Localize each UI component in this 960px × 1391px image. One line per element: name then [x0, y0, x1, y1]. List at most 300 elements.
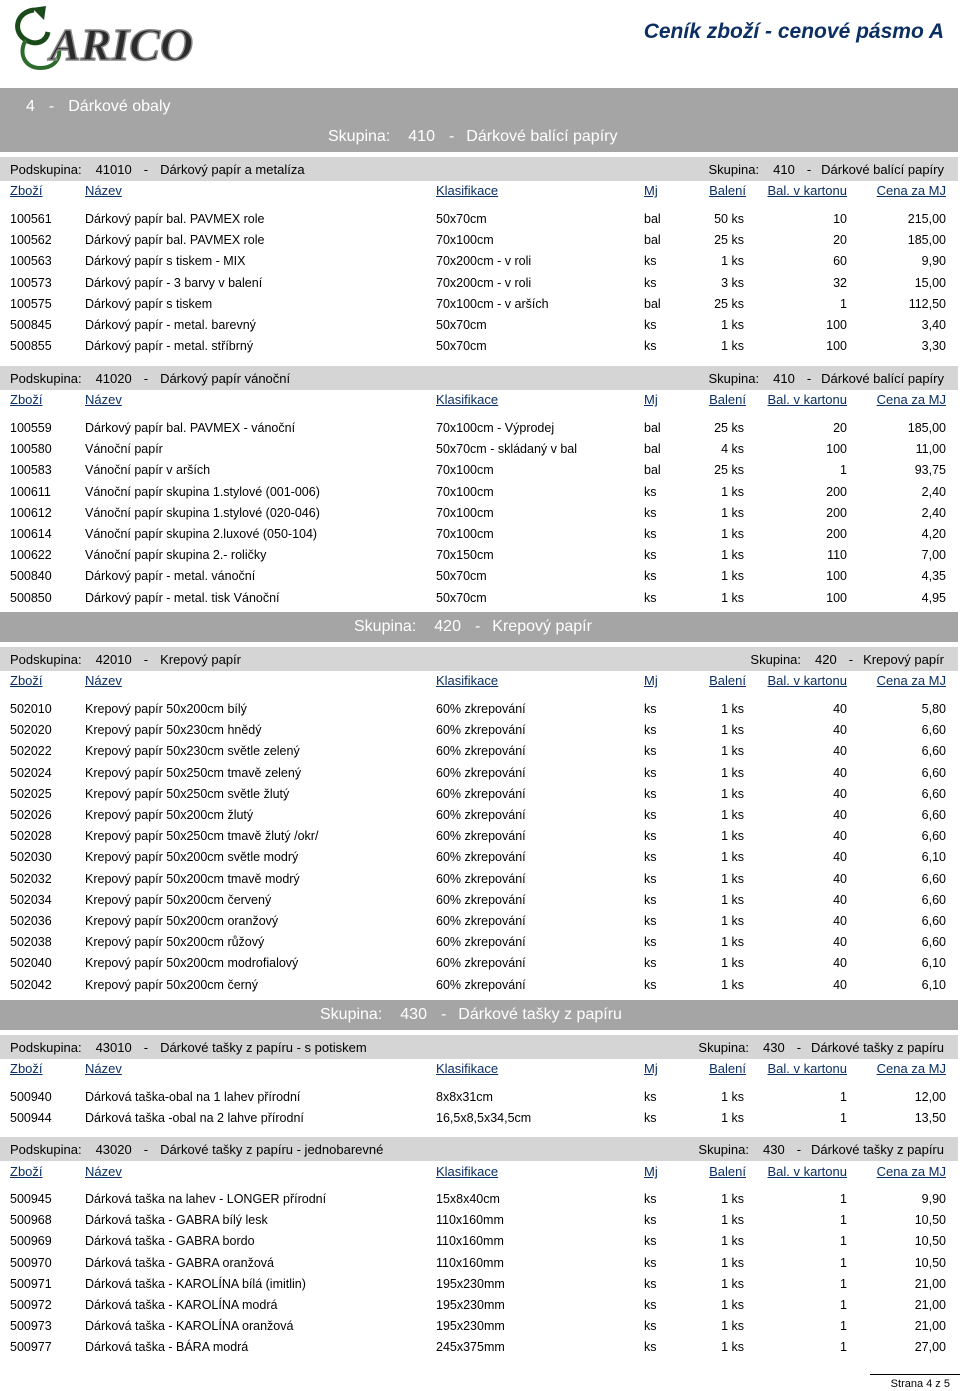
cell-name: Dárkový papír - metal. tisk Vánoční — [85, 590, 280, 605]
cell-code: 502020 — [10, 723, 52, 738]
column-header-cena: Cena za MJ — [876, 1164, 946, 1179]
cell-name: Krepový papír 50x200cm světle modrý — [85, 850, 299, 865]
cell-bal: 25 ks — [714, 233, 744, 248]
cell-mj: ks — [644, 723, 657, 738]
cell-klas: 60% zkrepování — [436, 892, 526, 907]
subgroup-name: Dárkové tašky z papíru - s potiskem — [160, 1040, 367, 1055]
cell-name: Krepový papír 50x200cm červený — [85, 892, 272, 907]
cell-mj: bal — [644, 421, 661, 435]
cell-cena: 27,00 — [914, 1340, 946, 1355]
cell-klas: 70x100cm — [436, 233, 494, 248]
subgroup-code: 41020 — [95, 371, 132, 386]
cell-klas: 70x200cm - v roli — [436, 254, 532, 269]
cell-code: 500972 — [10, 1298, 52, 1312]
cell-bal: 25 ks — [714, 463, 744, 478]
cell-klas: 195x230mm — [436, 1298, 505, 1312]
cell-klas: 60% zkrepování — [436, 829, 526, 844]
table-row — [0, 978, 958, 999]
cell-mj: ks — [644, 1111, 657, 1126]
cell-kart: 40 — [833, 744, 847, 759]
cell-code: 502030 — [10, 850, 52, 865]
cell-kart: 40 — [833, 765, 847, 780]
cell-cena: 21,00 — [914, 1298, 946, 1312]
cell-klas: 60% zkrepování — [436, 956, 526, 971]
cell-cena: 10,50 — [914, 1213, 946, 1228]
cell-cena: 12,00 — [914, 1090, 946, 1104]
column-header-kart: Bal. v kartonu — [767, 673, 847, 688]
cell-code: 100611 — [10, 484, 51, 499]
table-row — [0, 1277, 958, 1298]
cell-kart: 100 — [826, 339, 847, 354]
group-title-410: Skupina: 410 - Dárkové balící papíry — [328, 128, 618, 145]
cell-bal: 1 ks — [721, 569, 744, 584]
cell-mj: ks — [644, 850, 657, 865]
group-ref-dash: - — [796, 1142, 802, 1157]
table-row — [0, 1213, 958, 1234]
cell-kart: 40 — [833, 914, 847, 928]
cell-code: 100583 — [10, 463, 52, 478]
column-header-klas: Klasifikace — [436, 673, 499, 688]
cell-klas: 50x70cm — [436, 318, 487, 332]
table-row — [0, 569, 958, 590]
group-code: 430 — [400, 1006, 427, 1023]
cell-bal: 3 ks — [721, 275, 744, 290]
cell-mj: bal — [644, 296, 661, 311]
footer-rule — [870, 1374, 960, 1375]
subgroup-label: Podskupina: — [10, 1142, 82, 1157]
group-ref-label: Skupina: — [698, 1040, 749, 1055]
cell-kart: 1 — [840, 463, 847, 478]
cell-bal: 1 ks — [721, 765, 744, 780]
subgroup-group-ref — [750, 652, 944, 667]
cell-name: Krepový papír 50x250cm světle žlutý — [85, 786, 290, 801]
cell-bal: 1 ks — [721, 723, 744, 738]
group-ref-dash: - — [848, 652, 854, 667]
cell-name: Dárková taška na lahev - LONGER přírodní — [85, 1192, 327, 1206]
cell-cena: 6,10 — [921, 977, 946, 992]
cell-name: Vánoční papír skupina 2.- roličky — [85, 548, 267, 563]
cell-bal: 1 ks — [721, 548, 744, 563]
cell-code: 500977 — [10, 1340, 52, 1355]
cell-kart: 20 — [833, 421, 847, 435]
cell-cena: 6,60 — [921, 914, 946, 928]
cell-name: Vánoční papír skupina 1.stylové (001-006) — [85, 484, 320, 499]
subgroup-name: Dárkový papír a metalíza — [160, 162, 305, 177]
cell-name: Dárková taška - BÁRA modrá — [85, 1340, 249, 1355]
cell-mj: ks — [644, 977, 657, 992]
cell-code: 100561 — [10, 212, 52, 226]
subgroup-band — [0, 366, 958, 390]
cell-bal: 1 ks — [721, 914, 744, 928]
cell-name: Krepový papír 50x230cm hnědý — [85, 723, 262, 738]
cell-name: Vánoční papír — [85, 442, 163, 457]
cell-bal: 50 ks — [714, 212, 744, 226]
cell-kart: 100 — [826, 318, 847, 332]
cell-bal: 1 ks — [721, 935, 744, 950]
table-row — [0, 702, 958, 723]
subgroup-dash: - — [143, 652, 149, 667]
column-header-row — [0, 392, 958, 411]
cell-cena: 2,40 — [921, 484, 946, 499]
table-row — [0, 1090, 958, 1111]
column-header-klas: Klasifikace — [436, 1061, 499, 1076]
cell-cena: 2,40 — [921, 505, 946, 520]
cell-bal: 1 ks — [721, 527, 744, 541]
table-row — [0, 956, 958, 977]
cell-bal: 25 ks — [714, 421, 744, 435]
document-title: Ceník zboží - cenové pásmo A — [643, 20, 944, 43]
subgroup-dash: - — [143, 371, 149, 386]
cell-mj: ks — [644, 935, 657, 950]
column-header-mj: Mj — [644, 392, 658, 407]
column-header-mj: Mj — [644, 1061, 658, 1076]
cell-name: Vánoční papír v arších — [85, 463, 211, 478]
subgroup-code: 43020 — [95, 1142, 132, 1157]
cell-name: Dárková taška-obal na 1 lahev přírodní — [85, 1090, 301, 1104]
cell-code: 502042 — [10, 977, 52, 992]
cell-kart: 1 — [840, 1276, 847, 1291]
subgroup-code: 41010 — [95, 162, 132, 177]
cell-kart: 40 — [833, 935, 847, 950]
table-row — [0, 723, 958, 744]
column-header-row — [0, 1164, 958, 1183]
cell-mj: ks — [644, 808, 657, 822]
cell-code: 100612 — [10, 505, 52, 520]
cell-code: 500845 — [10, 318, 52, 332]
cell-bal: 1 ks — [721, 786, 744, 801]
cell-klas: 110x160mm — [436, 1255, 504, 1270]
subgroup-name: Krepový papír — [160, 652, 241, 667]
group-label: Skupina: — [320, 1006, 383, 1023]
table-row — [0, 829, 958, 850]
cell-cena: 13,50 — [914, 1111, 946, 1126]
group-ref-code: 420 — [815, 652, 837, 667]
cell-code: 502026 — [10, 808, 52, 822]
cell-mj: ks — [644, 786, 657, 801]
cell-code: 500940 — [10, 1090, 52, 1104]
cell-code: 500945 — [10, 1192, 52, 1206]
cell-klas: 70x200cm - v roli — [436, 275, 532, 290]
table-row — [0, 339, 958, 360]
column-header-kart: Bal. v kartonu — [767, 1164, 847, 1179]
cell-kart: 1 — [840, 1319, 847, 1334]
cell-klas: 60% zkrepování — [436, 786, 526, 801]
table-row — [0, 527, 958, 548]
cell-klas: 8x8x31cm — [436, 1090, 493, 1104]
table-row — [0, 212, 958, 233]
cell-name: Krepový papír 50x200cm bílý — [85, 702, 247, 716]
subgroup-title — [10, 1040, 367, 1055]
table-row — [0, 485, 958, 506]
cell-cena: 4,95 — [921, 590, 946, 605]
cell-mj: ks — [644, 527, 657, 541]
cell-bal: 25 ks — [714, 296, 744, 311]
cell-cena: 7,00 — [921, 548, 946, 563]
page-number: Strana 4 z 5 — [890, 1378, 950, 1390]
cell-klas: 70x100cm - v arších — [436, 296, 549, 311]
cell-bal: 1 ks — [721, 850, 744, 865]
cell-bal: 1 ks — [721, 1319, 744, 1334]
cell-kart: 1 — [840, 1090, 847, 1104]
cell-code: 500969 — [10, 1234, 52, 1249]
cell-name: Dárkový papír s tiskem - MIX — [85, 254, 246, 269]
column-header-kart: Bal. v kartonu — [767, 1061, 847, 1076]
cell-kart: 1 — [840, 1255, 847, 1270]
cell-code: 502034 — [10, 892, 52, 907]
cell-cena: 4,20 — [921, 527, 946, 541]
cell-bal: 1 ks — [721, 892, 744, 907]
cell-klas: 60% zkrepování — [436, 850, 526, 865]
cell-kart: 100 — [826, 590, 847, 605]
cell-bal: 1 ks — [721, 1213, 744, 1228]
cell-cena: 21,00 — [914, 1276, 946, 1291]
cell-mj: ks — [644, 569, 657, 584]
group-title — [354, 618, 592, 636]
table-row — [0, 787, 958, 808]
cell-kart: 40 — [833, 723, 847, 738]
table-row — [0, 872, 958, 893]
cell-name: Vánoční papír skupina 1.stylové (020-046) — [85, 505, 320, 520]
column-header-cena: Cena za MJ — [876, 183, 946, 198]
cell-code: 100559 — [10, 421, 52, 435]
cell-mj: ks — [644, 1340, 657, 1355]
cell-cena: 6,60 — [921, 808, 946, 822]
cell-klas: 195x230mm — [436, 1276, 505, 1291]
subgroup-group-ref — [698, 1142, 944, 1157]
cell-klas: 70x100cm — [436, 505, 494, 520]
subgroup-band — [0, 1137, 958, 1161]
column-header-name: Název — [85, 392, 122, 407]
cell-kart: 40 — [833, 850, 847, 865]
group-dash: - — [474, 618, 481, 635]
group-ref-name: Dárkové balící papíry — [821, 162, 944, 177]
cell-name: Krepový papír 50x250cm tmavě žlutý /okr/ — [85, 829, 319, 844]
cell-bal: 4 ks — [721, 442, 744, 457]
cell-kart: 100 — [826, 569, 847, 584]
group-ref-code: 430 — [763, 1040, 785, 1055]
cell-klas: 70x150cm — [436, 548, 494, 563]
cell-code: 502010 — [10, 702, 52, 716]
subgroup-label: Podskupina: — [10, 162, 82, 177]
subgroup-dash: - — [143, 1040, 149, 1055]
cell-code: 100614 — [10, 527, 52, 541]
cell-kart: 100 — [826, 442, 847, 457]
cell-mj: ks — [644, 505, 657, 520]
subgroup-group-ref — [709, 162, 944, 177]
cell-mj: bal — [644, 212, 661, 226]
jarico-logo — [6, 2, 218, 78]
cell-code: 500970 — [10, 1255, 52, 1270]
cell-bal: 1 ks — [721, 956, 744, 971]
column-header-code: Zboží — [10, 673, 43, 688]
cell-bal: 1 ks — [721, 590, 744, 605]
cell-bal: 1 ks — [721, 339, 744, 354]
cell-bal: 1 ks — [721, 1090, 744, 1104]
column-header-row — [0, 673, 958, 692]
group-ref-dash: - — [806, 371, 812, 386]
cell-cena: 21,00 — [914, 1319, 946, 1334]
cell-kart: 200 — [826, 527, 847, 541]
cell-mj: ks — [644, 1319, 657, 1334]
cell-cena: 6,60 — [921, 829, 946, 844]
cell-cena: 6,60 — [921, 723, 946, 738]
cell-mj: ks — [644, 914, 657, 928]
group-ref-dash: - — [806, 162, 812, 177]
cell-code: 500944 — [10, 1111, 52, 1126]
cell-name: Krepový papír 50x200cm růžový — [85, 935, 265, 950]
table-row — [0, 935, 958, 956]
subgroup-band — [0, 647, 958, 671]
cell-name: Dárkový papír s tiskem — [85, 296, 213, 311]
cell-bal: 1 ks — [721, 1276, 744, 1291]
column-header-kart: Bal. v kartonu — [767, 183, 847, 198]
subgroup-label: Podskupina: — [10, 652, 82, 667]
cell-klas: 60% zkrepování — [436, 702, 526, 716]
group-dash: - — [440, 1006, 447, 1023]
cell-bal: 1 ks — [721, 829, 744, 844]
table-row — [0, 233, 958, 254]
cell-klas: 60% zkrepování — [436, 723, 526, 738]
table-row — [0, 744, 958, 765]
table-row — [0, 548, 958, 569]
cell-kart: 40 — [833, 977, 847, 992]
group-name: Dárkové tašky z papíru — [458, 1006, 622, 1023]
group-ref-dash: - — [796, 1040, 802, 1055]
group-ref-label: Skupina: — [698, 1142, 749, 1157]
cell-cena: 215,00 — [907, 212, 946, 226]
column-header-code: Zboží — [10, 183, 43, 198]
table-row — [0, 442, 958, 463]
cell-klas: 60% zkrepování — [436, 977, 526, 992]
column-header-name: Název — [85, 1061, 122, 1076]
cell-klas: 70x100cm - Výprodej — [436, 421, 555, 435]
cell-klas: 60% zkrepování — [436, 914, 526, 928]
cell-name: Krepový papír 50x200cm tmavě modrý — [85, 871, 300, 886]
cell-cena: 6,10 — [921, 956, 946, 971]
group-ref-code: 410 — [773, 162, 795, 177]
group-ref-code: 410 — [773, 371, 795, 386]
table-row — [0, 276, 958, 297]
cell-name: Dárková taška - KAROLÍNA oranžová — [85, 1319, 294, 1334]
cell-klas: 15x8x40cm — [436, 1192, 500, 1206]
column-header-name: Název — [85, 183, 122, 198]
cell-kart: 1 — [840, 296, 847, 311]
cell-kart: 1 — [840, 1192, 847, 1206]
cell-code: 500973 — [10, 1319, 52, 1334]
cell-name: Dárkový papír - metal. barevný — [85, 318, 256, 332]
cell-code: 100573 — [10, 275, 52, 290]
table-row — [0, 808, 958, 829]
cell-klas: 70x100cm — [436, 463, 494, 478]
cell-klas: 50x70cm — [436, 569, 487, 584]
table-row — [0, 1192, 958, 1213]
cell-cena: 6,60 — [921, 786, 946, 801]
group-ref-label: Skupina: — [708, 371, 760, 386]
column-header-code: Zboží — [10, 1164, 43, 1179]
cell-klas: 245x375mm — [436, 1340, 505, 1355]
table-row — [0, 318, 958, 339]
cell-kart: 40 — [833, 829, 847, 844]
cell-name: Krepový papír 50x250cm tmavě zelený — [85, 765, 302, 780]
cell-cena: 6,60 — [921, 765, 946, 780]
cell-mj: ks — [644, 1213, 657, 1228]
cell-code: 502038 — [10, 935, 52, 950]
cell-klas: 60% zkrepování — [436, 871, 526, 886]
cell-kart: 1 — [840, 1213, 847, 1228]
cell-cena: 15,00 — [914, 275, 946, 290]
cell-klas: 50x70cm - skládaný v bal — [436, 442, 578, 457]
cell-kart: 20 — [833, 233, 847, 248]
group-ref-name: Dárkové tašky z papíru — [811, 1040, 944, 1055]
cell-mj: ks — [644, 1192, 657, 1206]
table-row — [0, 591, 958, 612]
cell-bal: 1 ks — [721, 702, 744, 716]
cell-mj: ks — [644, 871, 657, 886]
cell-bal: 1 ks — [721, 1255, 744, 1270]
cell-bal: 1 ks — [721, 1111, 744, 1126]
cell-mj: ks — [644, 1090, 657, 1104]
cell-bal: 1 ks — [721, 254, 744, 269]
cell-kart: 40 — [833, 808, 847, 822]
cell-code: 502024 — [10, 765, 52, 780]
cell-mj: ks — [644, 956, 657, 971]
group-ref-label: Skupina: — [708, 162, 760, 177]
table-row — [0, 297, 958, 318]
cell-name: Dárkový papír bal. PAVMEX role — [85, 212, 265, 226]
cell-code: 100575 — [10, 296, 52, 311]
column-header-cena: Cena za MJ — [876, 1061, 946, 1076]
cell-mj: ks — [644, 275, 657, 290]
cell-name: Krepový papír 50x200cm žlutý — [85, 808, 254, 822]
subgroup-band — [0, 1035, 958, 1059]
cell-code: 502032 — [10, 871, 52, 886]
cell-cena: 185,00 — [907, 233, 946, 248]
column-header-bal: Balení — [709, 673, 746, 688]
svg-text:ARICO: ARICO — [50, 19, 194, 70]
cell-cena: 6,60 — [921, 744, 946, 759]
cell-code: 502040 — [10, 956, 52, 971]
cell-klas: 110x160mm — [436, 1213, 504, 1228]
table-row — [0, 254, 958, 275]
column-header-cena: Cena za MJ — [876, 673, 946, 688]
column-header-bal: Balení — [709, 392, 746, 407]
column-header-mj: Mj — [644, 183, 658, 198]
column-header-bal: Balení — [709, 1061, 746, 1076]
cell-mj: bal — [644, 233, 661, 248]
cell-kart: 1 — [840, 1340, 847, 1355]
cell-bal: 1 ks — [721, 1234, 744, 1249]
cell-mj: ks — [644, 765, 657, 780]
subgroup-title — [10, 652, 241, 667]
subgroup-dash: - — [143, 1142, 149, 1157]
table-row — [0, 463, 958, 484]
cell-bal: 1 ks — [721, 744, 744, 759]
cell-code: 500971 — [10, 1276, 52, 1291]
cell-bal: 1 ks — [721, 505, 744, 520]
cell-cena: 185,00 — [907, 421, 946, 435]
cell-kart: 1 — [840, 1298, 847, 1312]
cell-bal: 1 ks — [721, 1298, 744, 1312]
cell-bal: 1 ks — [721, 808, 744, 822]
table-row — [0, 421, 958, 442]
cell-code: 500850 — [10, 590, 52, 605]
subgroup-label: Podskupina: — [10, 1040, 82, 1055]
cell-name: Vánoční papír skupina 2.luxové (050-104) — [85, 527, 318, 541]
cell-kart: 40 — [833, 702, 847, 716]
cell-code: 100622 — [10, 548, 52, 563]
cell-cena: 6,60 — [921, 871, 946, 886]
group-ref-name: Dárkové balící papíry — [821, 371, 944, 386]
